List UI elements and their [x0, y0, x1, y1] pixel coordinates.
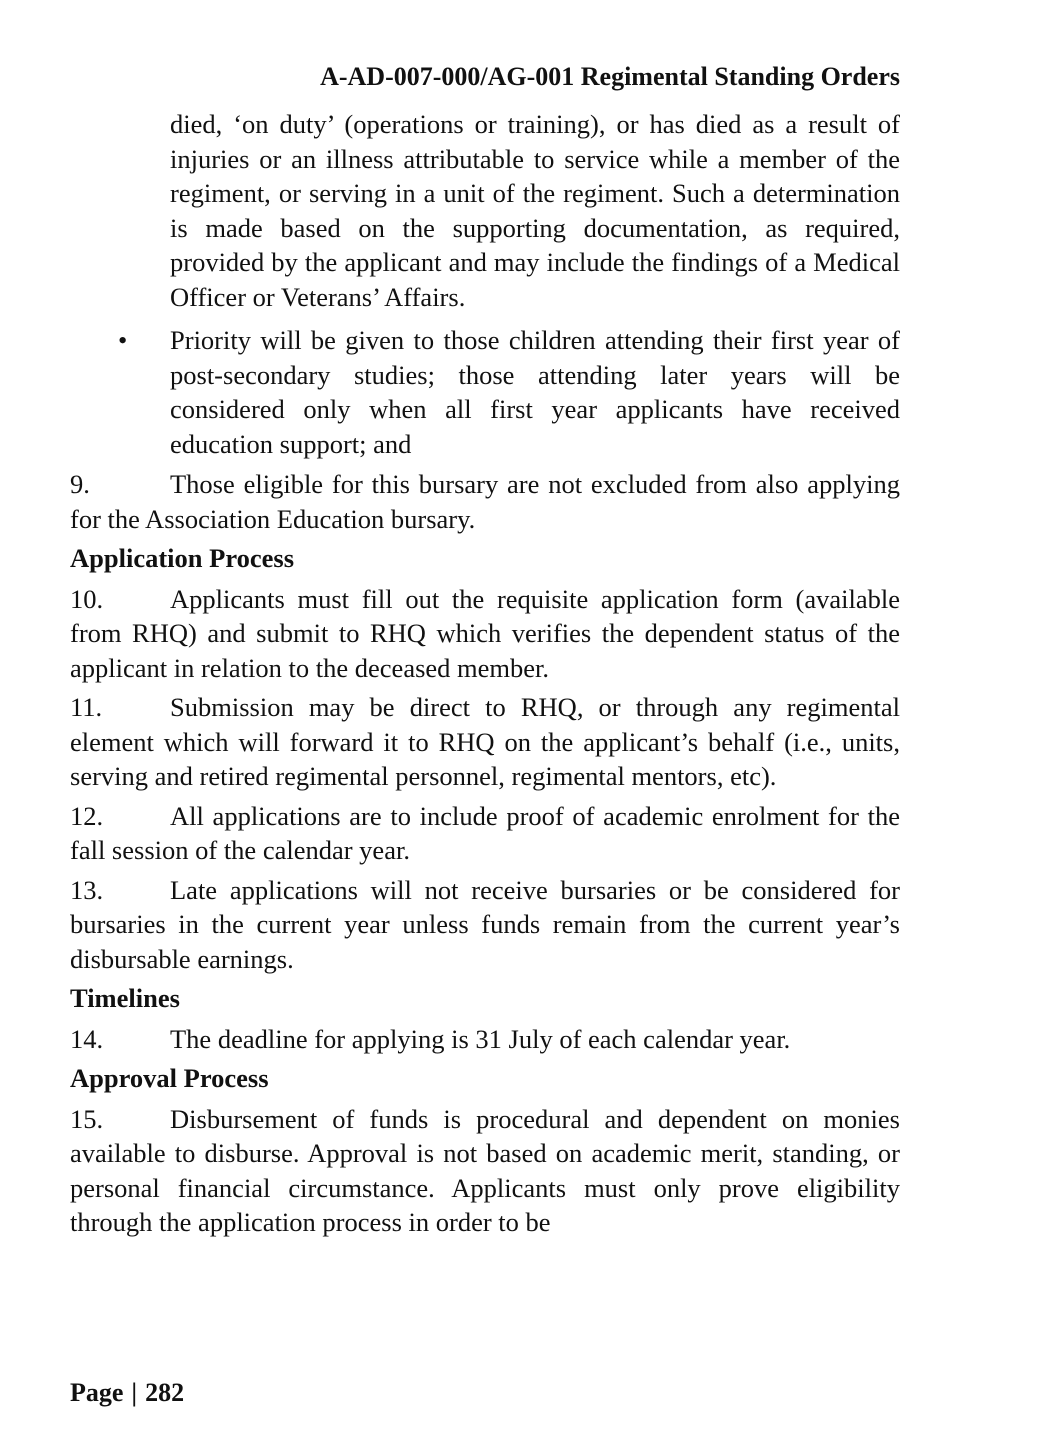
paragraph-text: Applicants must fill out the requisite application form (available from RHQ) and submit to RHQ which verifies the dependent status of the applicant in relation to the deceased member. [70, 583, 900, 683]
paragraph-text: The deadline for applying is 31 July of each calendar year. [170, 1023, 791, 1054]
paragraph-number: 14. [70, 1023, 104, 1054]
paragraph-number: 11. [70, 692, 103, 722]
paragraph-15 [70, 1102, 900, 1240]
paragraph-11 [70, 690, 900, 794]
paragraph-text: Late applications will not receive bursaries or be considered for bursaries in the current year unless funds remain from the current year’s disbursable earnings. [70, 874, 900, 974]
bullet-item [70, 323, 900, 461]
document-page [70, 60, 900, 1245]
section-heading-approval-process: Approval Process [70, 1063, 269, 1093]
paragraph-text: Submission may be direct to RHQ, or through any regimental element which will forward it to RHQ on the applicant’s behalf (i.e., units, serving and retired regimental personnel, regimental mentors, etc). [70, 692, 900, 791]
continuation-paragraph: died, ‘on duty’ (operations or training), or has died as a result of injuries or an illness attributable to service while a member of the regiment, or serving in a unit of the regiment. Such a determination is made based on the supporting documentation, as required, provided by the applicant and may include the findings of a Medical Officer or Veterans’ Affairs. [170, 109, 900, 312]
paragraph-text: Those eligible for this bursary are not excluded from also applying for the Association Education bursary. [70, 469, 900, 534]
paragraph-text: All applications are to include proof of academic enrolment for the fall session of the calendar year. [70, 800, 900, 865]
footer-separator: | [131, 1378, 138, 1407]
bullet-text: Priority will be given to those children attending their first year of post-secondary studies; those attending later years will be considered only when all first year applicants have received education support; and [170, 325, 900, 459]
paragraph-number: 12. [70, 800, 104, 831]
paragraph-9 [70, 467, 900, 536]
page-label: Page [70, 1378, 124, 1407]
section-heading-timelines: Timelines [70, 983, 180, 1013]
paragraph-10 [70, 582, 900, 686]
paragraph-number: 10. [70, 583, 104, 614]
page-number: 282 [145, 1378, 185, 1407]
page-footer [70, 1376, 184, 1410]
paragraph-number: 9. [70, 469, 90, 499]
page-header-title: A-AD-007-000/AG-001 Regimental Standing Orders [320, 62, 900, 91]
paragraph-13 [70, 873, 900, 977]
paragraph-number: 15. [70, 1103, 104, 1134]
bullet-icon: • [118, 325, 128, 355]
paragraph-text: Disbursement of funds is procedural and dependent on monies available to disburse. Approval is not based on academic merit, standing, or personal financial circumstance. Applicants must only prove eligibility through the application process in order to be [70, 1103, 900, 1237]
paragraph-number: 13. [70, 874, 104, 905]
paragraph-14 [70, 1022, 900, 1057]
paragraph-12 [70, 799, 900, 868]
section-heading-application-process: Application Process [70, 543, 295, 573]
